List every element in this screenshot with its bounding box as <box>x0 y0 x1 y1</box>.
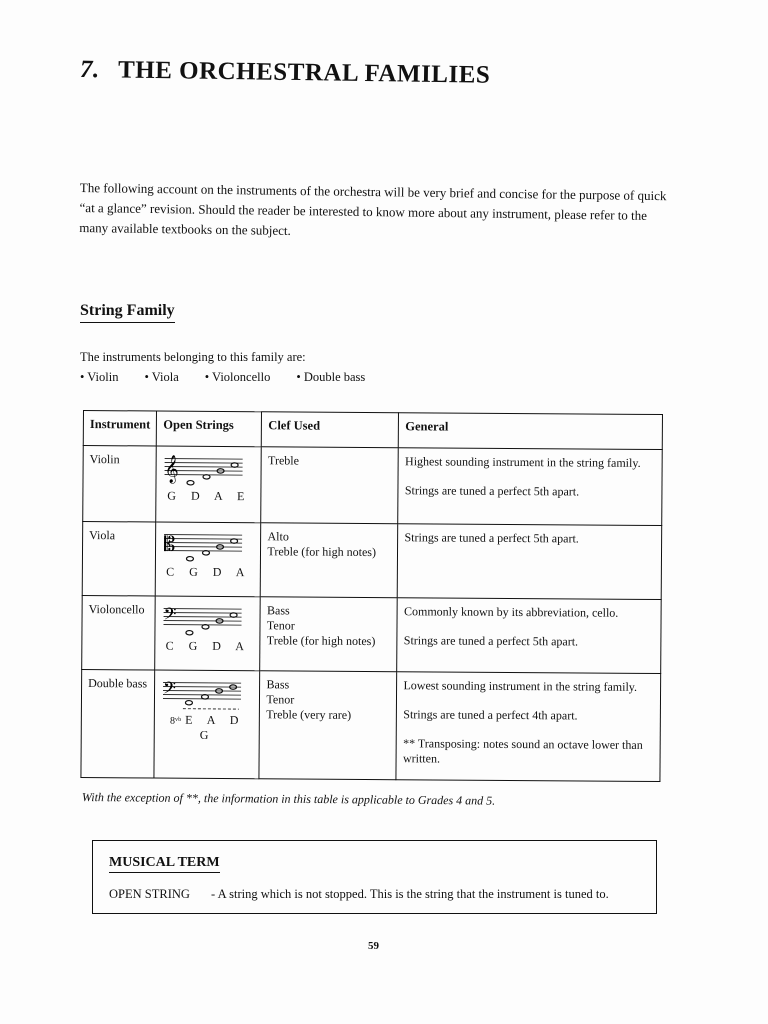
table-row <box>82 522 662 600</box>
clef-name: Tenor <box>266 618 295 633</box>
instrument-cell: Violoncello <box>82 595 156 670</box>
chapter-heading <box>80 56 491 90</box>
general-cell <box>396 672 660 782</box>
open-strings-label: G D A E <box>167 488 251 504</box>
general-note: Lowest sounding instrument in the string family. <box>403 678 638 694</box>
treble-staff-icon <box>163 453 245 488</box>
header-general: General <box>399 413 663 450</box>
alto-staff-icon <box>162 529 244 564</box>
instrument-viola: • Viola <box>144 370 179 384</box>
header-instrument: Instrument <box>83 411 157 447</box>
open-strings-cell <box>156 446 262 523</box>
general-note: Highest sounding instrument in the string family. <box>405 454 641 470</box>
open-strings-cell <box>155 596 261 671</box>
chapter-title: THE ORCHESTRAL FAMILIES <box>117 56 491 89</box>
instrument-cell: Violin <box>83 446 157 523</box>
section-title: String Family <box>80 302 175 323</box>
header-clef-used: Clef Used <box>262 412 399 448</box>
table-row <box>83 446 663 526</box>
clef-cell <box>259 671 397 780</box>
term-name: OPEN STRING <box>109 887 190 901</box>
table-row <box>82 595 662 673</box>
chapter-number: 7. <box>79 56 100 84</box>
musical-term-heading: MUSICAL TERM <box>109 855 220 873</box>
general-note: Strings are tuned a perfect 5th apart. <box>404 530 579 546</box>
general-note: Strings are tuned a perfect 5th apart. <box>404 483 580 499</box>
general-cell <box>397 598 661 674</box>
bass-staff-icon <box>162 603 244 638</box>
table-footnote: With the exception of **, the information in this table is applicable to Grades 4 and 5. <box>81 790 496 808</box>
bass-clef-icon: 𝄢 <box>163 605 177 628</box>
term-definition: - A string which is not stopped. This is the string that the instrument is tuned to. <box>211 887 609 901</box>
clef-name: Treble <box>268 453 300 468</box>
general-note: Strings are tuned a perfect 4th apart. <box>403 707 578 723</box>
open-strings-label: C G D A <box>166 564 251 580</box>
term-definition-row <box>109 887 609 902</box>
string-family-table <box>80 410 663 782</box>
instrument-violin: • Violin <box>80 370 119 384</box>
open-strings-label: 8ᵛᵇ E A D G <box>170 712 245 742</box>
musical-term-box <box>92 840 657 914</box>
clef-cell <box>260 597 398 672</box>
general-note: Strings are tuned a perfect 5th apart. <box>403 633 579 649</box>
bass-clef-icon: 𝄢 <box>163 679 177 702</box>
clef-name: Bass <box>266 603 290 618</box>
alto-clef-icon: 𝄡 <box>164 533 176 556</box>
page-number: 59 <box>368 940 379 952</box>
section-lead: The instruments belonging to this family are: <box>80 350 306 364</box>
general-note: Commonly known by its abbreviation, cello. <box>403 604 619 620</box>
clef-name: Bass <box>266 677 290 692</box>
clef-cell <box>261 523 399 598</box>
instrument-violoncello: • Violoncello <box>204 370 271 384</box>
open-strings-cell <box>156 522 262 597</box>
instrument-double-bass: • Double bass <box>296 370 366 384</box>
table-header-row <box>83 411 662 450</box>
general-cell <box>398 448 662 526</box>
clef-name: Treble (for high notes) <box>266 633 376 649</box>
clef-cell <box>261 447 399 524</box>
open-strings-cell <box>154 670 260 779</box>
clef-name: Tenor <box>266 692 295 707</box>
octave-mark: 8ᵛᵇ <box>170 715 182 727</box>
instrument-list <box>80 370 391 385</box>
bass-staff-icon <box>161 677 243 712</box>
general-note: ** Transposing: notes sound an octave lower than written. <box>402 736 643 766</box>
clef-name: Alto <box>267 529 289 544</box>
header-open-strings: Open Strings <box>157 411 262 447</box>
treble-clef-icon: 𝄞 <box>164 456 180 483</box>
intro-paragraph: The following account on the instruments of the orchestra will be very brief and concise for the purpose of quick “at a glance” revision. Should the reader be interested to know more about any instrument, please refer to the many available textbooks on the subject. <box>79 179 667 238</box>
table-row <box>81 669 661 781</box>
general-cell <box>398 524 662 600</box>
instrument-cell: Double bass <box>81 669 155 778</box>
open-strings-label: C G D A <box>165 638 250 654</box>
clef-name: Treble (for high notes) <box>267 544 377 560</box>
clef-name: Treble (very rare) <box>266 707 352 722</box>
instrument-cell: Viola <box>82 522 156 597</box>
